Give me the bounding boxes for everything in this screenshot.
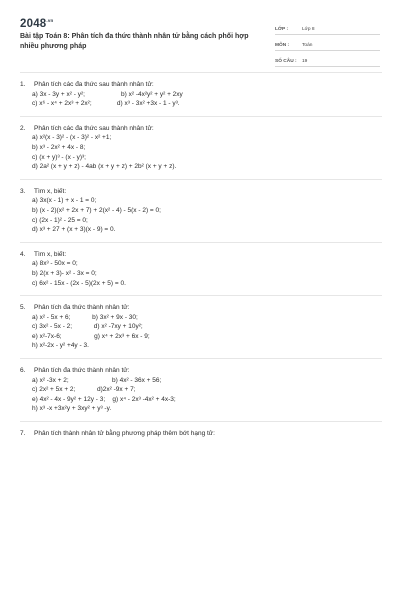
question-prompt: Phân tích các đa thức sau thành nhân tử: [34,81,154,88]
meta-label: SỐ CÂU : [275,59,297,64]
exercise-line: d) 2a² (x + y + z) - 4ab (x + y + z) + 2b² (x + y + z). [32,163,177,171]
meta-value: Lớp 8 [302,27,315,32]
exercise-line: a) x² - 5x + 6; b) 3x² + 9x - 30; [32,313,138,321]
exercise-line: a) x²(x - 3)² - (x - 3)² - x² +1; [32,134,112,142]
question-number: 6. [20,367,26,375]
meta-value: Toán [302,43,313,48]
question-title [20,250,382,260]
document-meta-table [275,19,380,67]
meta-label: LỚP : [275,27,289,32]
exercise-line: c) 6x² - 15x - (2x - 5)(2x + 5) = 0. [32,279,126,287]
question-number: 2. [20,124,26,132]
meta-row-subject [275,35,380,51]
meta-row-class [275,19,380,35]
exercise-line: b) (x - 2)(x² + 2x + 7) + 2(x² - 4) - 5(x - 2) = 0; [32,206,161,214]
question-title [20,80,382,90]
meta-label: MÔN : [275,43,290,48]
exercise-items [20,196,382,234]
exercise-line: a) x² -3x + 2; b) 4x² - 36x + 56; [32,376,162,384]
exercise-line: a) 3x(x - 1) + x - 1 = 0; [32,197,97,205]
brand-suffix: .vn [46,18,54,24]
question-prompt: Phân tích đa thức thành nhân tử: [34,367,130,375]
question-prompt: Phân tích đa thức thành nhân tử: [34,304,130,312]
exercise-items [20,313,382,351]
brand-logo[interactable] [20,18,54,30]
exercise-line: c) (2x - 1)² - 25 = 0; [32,216,88,224]
document-header [20,18,380,70]
question-number: 7. [20,430,26,438]
exercise-line: d) x³ + 27 + (x + 3)(x - 9) = 0. [32,226,116,234]
exercise-items [20,133,382,171]
question-number: 5. [20,304,26,312]
exercise-line: c) (x + y)³ - (x - y)³; [32,153,86,161]
exercise-items [20,376,382,414]
exercise-line: a) 8x³ - 50x = 0; [32,260,78,268]
exercise-line: b) x³ - 2x² + 4x - 8; [32,143,86,151]
meta-row-question-count [275,51,380,67]
exercise-line: b) 2(x + 3)- x² - 3x = 0; [32,269,97,277]
question-title [20,429,382,439]
question-number: 4. [20,250,26,258]
question-block [20,72,382,116]
question-block [20,242,382,295]
brand-name: 2048 [20,18,47,30]
exercise-line: e) 4x² - 4x - 9y² + 12y - 3; g) x⁴ - 2x³ -4x² + 4x-3; [32,395,176,403]
question-prompt: Tìm x, biết: [34,250,67,258]
question-list [20,72,382,446]
question-prompt: Phân tích các đa thức sau thành nhân tử: [34,124,154,132]
exercise-line: a) 3x - 3y + x² - y²; b) x² -4x²y² + y² + 2xy [32,90,183,98]
question-number: 3. [20,187,26,195]
exercise-line: h) x²-2x - y² +4y - 3. [32,342,89,350]
exercise-items [20,90,382,109]
exercise-items [20,259,382,288]
question-block [20,421,382,446]
question-block [20,116,382,179]
document-title: Bài tập Toán 8: Phân tích đa thức thành nhân tử bằng cách phối hợp nhiều phương pháp [20,33,249,50]
question-number: 1. [20,81,26,88]
question-block [20,179,382,242]
exercise-line: c) 3x² - 5x - 2; d) x² -7xy + 10y²; [32,323,143,331]
exercise-line: e) x²-7x-6; g) x⁴ + 2x³ + 6x - 9; [32,332,150,340]
meta-value: 19 [302,59,308,64]
question-block [20,358,382,421]
question-title [20,303,382,313]
question-title [20,187,382,197]
question-title [20,124,382,134]
question-title [20,366,382,376]
exercise-line: h) x³ -x +3x²y + 3xy² + y³ -y. [32,405,112,413]
exercise-line: c) 2x² + 5x + 2; d)2x² -9x + 7; [32,386,136,394]
question-block [20,295,382,358]
question-prompt: Phân tích thành nhân tử bằng phương pháp thêm bớt hạng tử: [34,430,215,438]
question-prompt: Tìm x, biết: [34,187,67,195]
exercise-line: c) x⁶ - x⁴ + 2x³ + 2x²; d) x³ - 3x² +3x - 1 - y³. [32,100,180,108]
